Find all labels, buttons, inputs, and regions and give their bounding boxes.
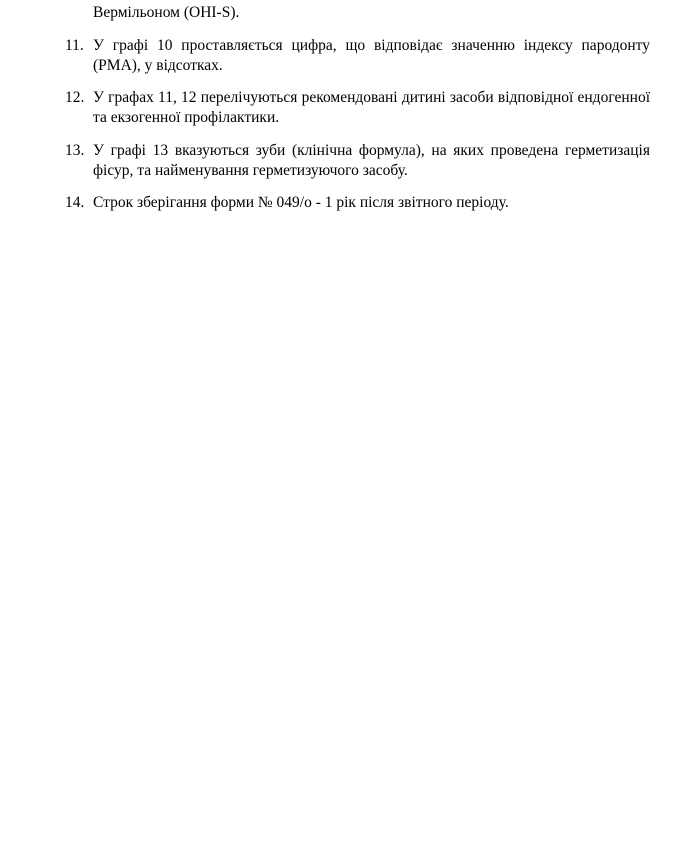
list-item-number: 13. — [65, 142, 85, 159]
continuation-text: Вермільоном (OHI-S). — [93, 4, 240, 21]
list-item-number: 12. — [65, 89, 85, 106]
list-item-text: У графі 10 проставляється цифра, що відповідає значенню індексу пародонту (РМА), у відсотках. — [93, 37, 650, 74]
list-item-text: У графах 11, 12 перелічуються рекомендовані дитині засоби відповідної ендогенної та екзогенної профілактики. — [93, 89, 650, 126]
list-item-number: 14. — [65, 194, 85, 211]
list-item-text: Строк зберігання форми № 049/о - 1 рік після звітного періоду. — [93, 194, 509, 211]
list-item-number: 11. — [65, 37, 84, 54]
list-item-text: У графі 13 вказуються зуби (клінічна формула), на яких проведена герметизація фісур, та найменування герметизуючого засобу. — [93, 142, 650, 179]
